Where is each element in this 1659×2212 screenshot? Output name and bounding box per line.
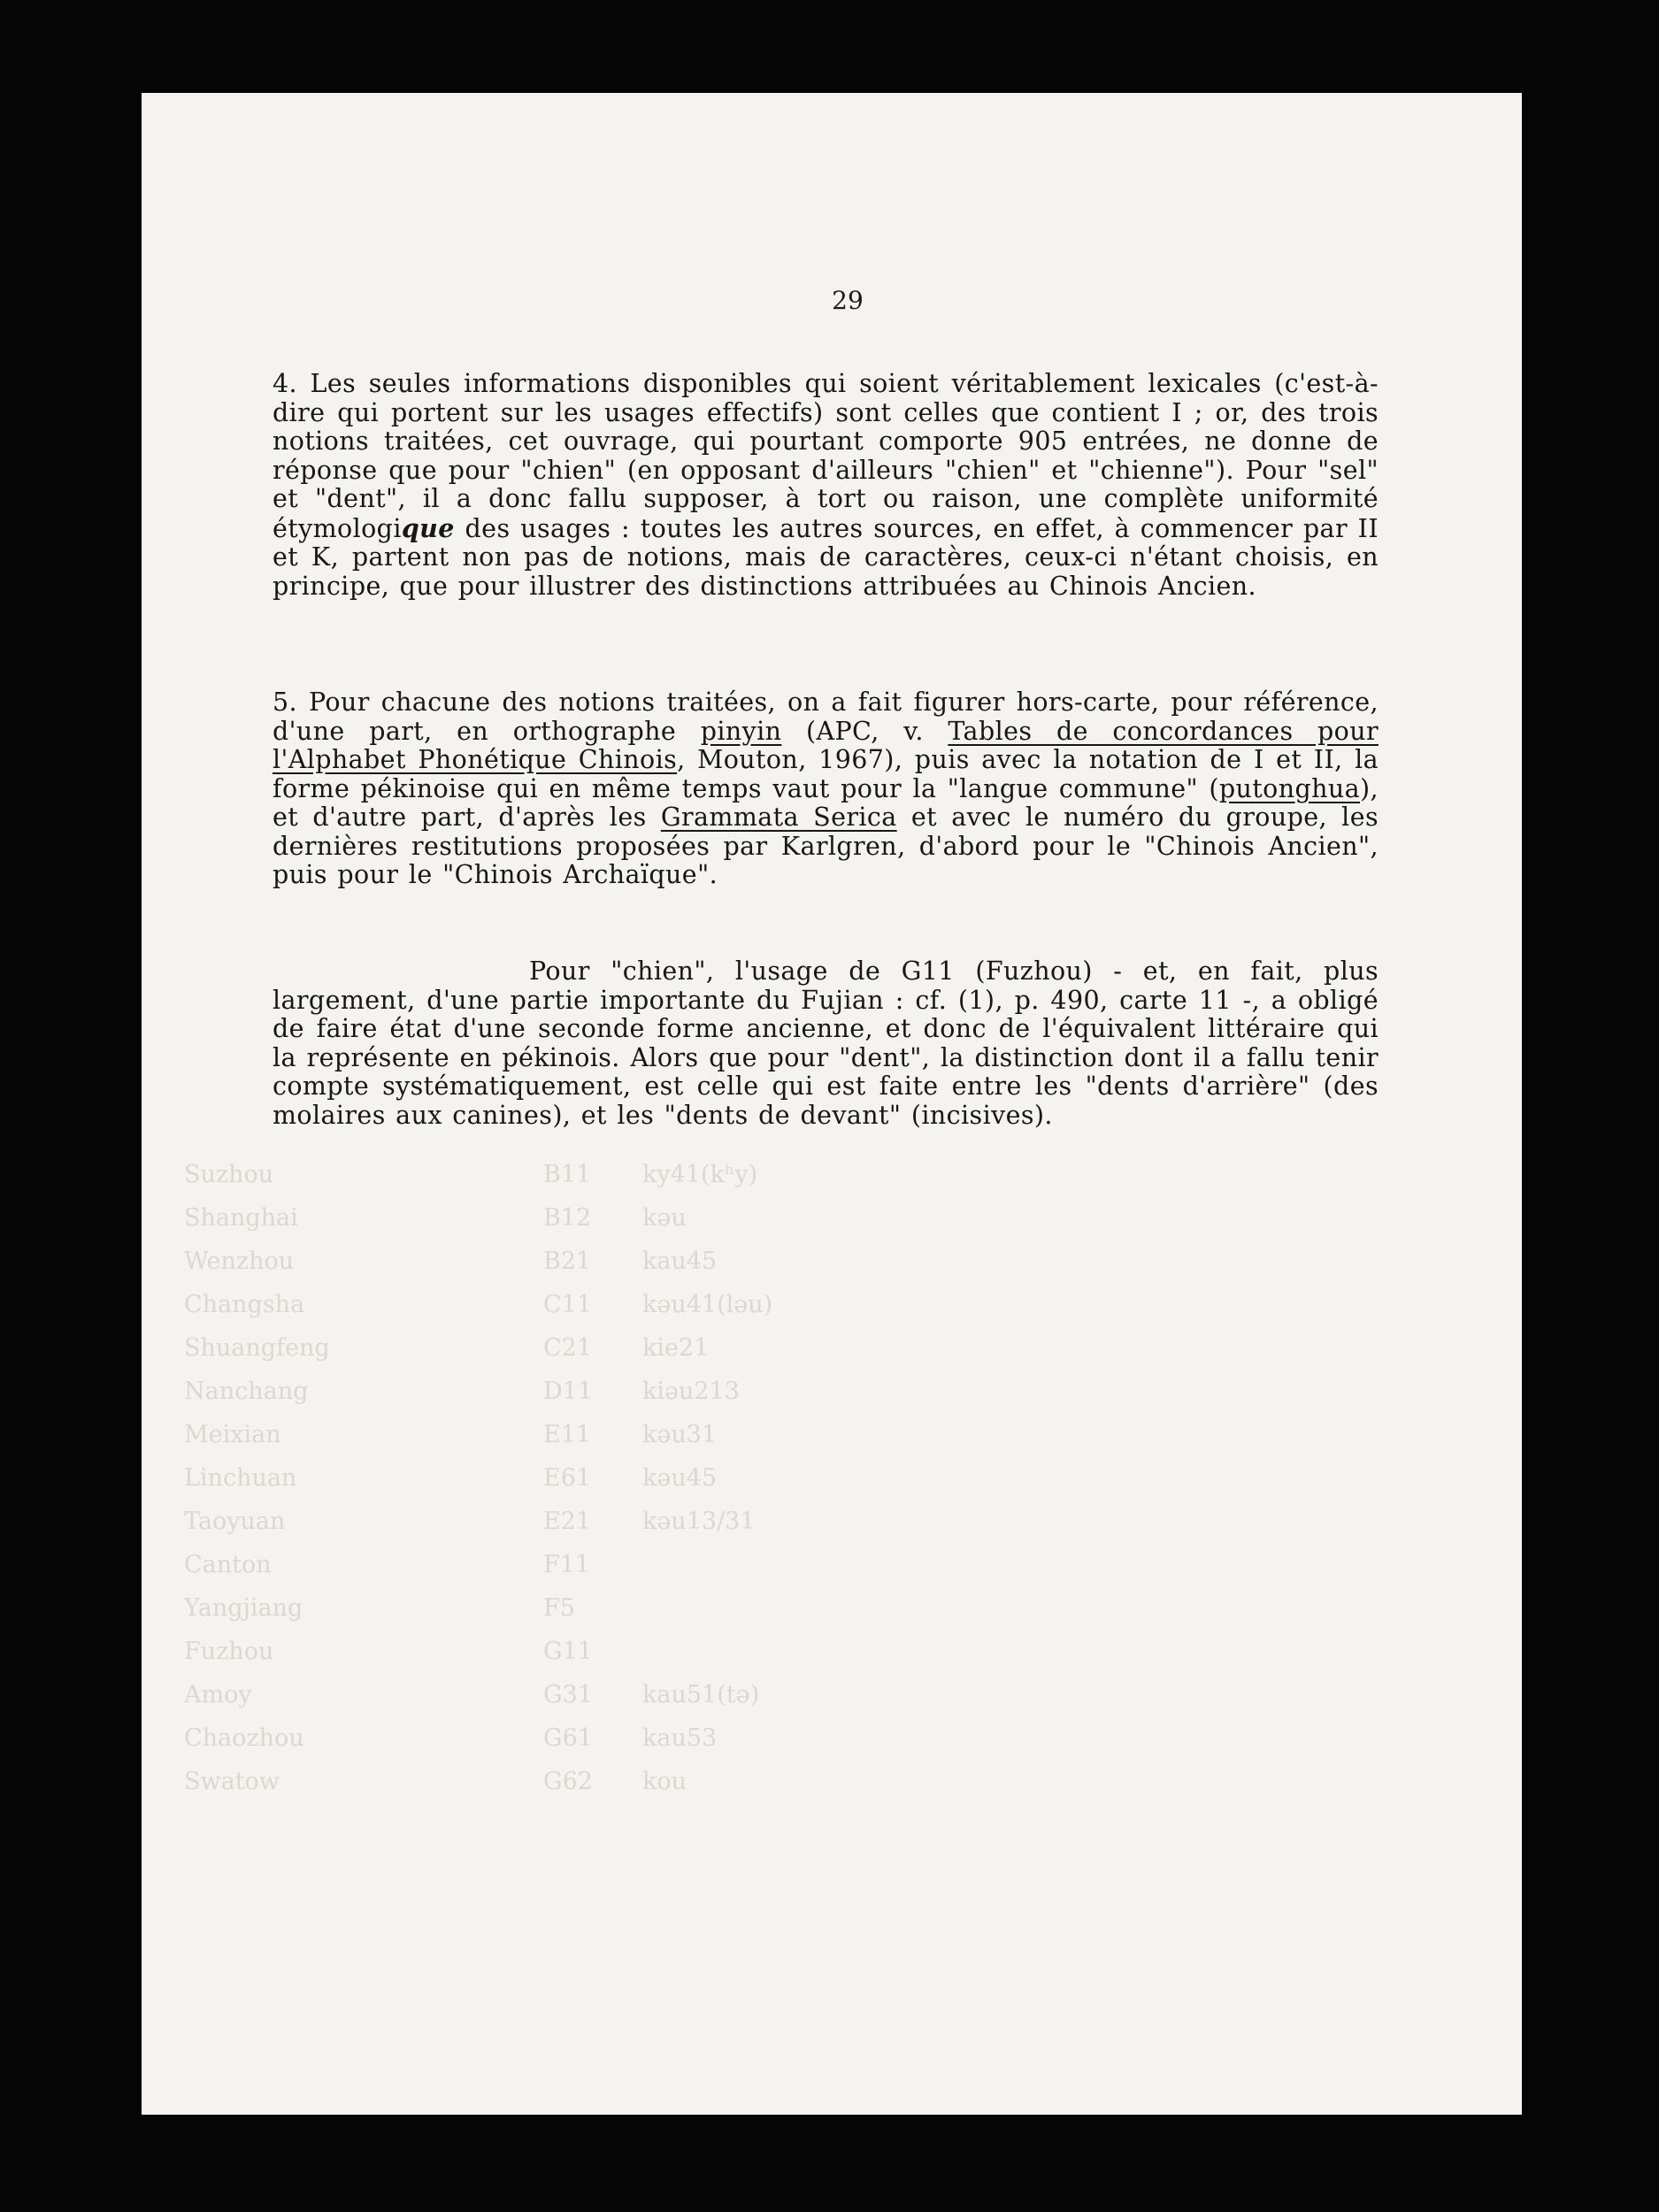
paragraph-4-text-a: 4. Les seules informations disponibles qui soient véritablement lexicales (c'est-à-dire qui portent sur les usages effectifs) sont celles que contient I ; or, des trois notions traitées, cet ouvrage, qui pourtant comporte 905 entrées, ne donne de réponse que pour "chien" (en opposant d'ailleurs "chien" et "chienne"). Pour "sel" et "dent", il a donc fallu supposer, à tort ou raison, une complète uniformité étymologi <box>273 369 1379 543</box>
bleed-through-places: Suzhou Shanghai Wenzhou Changsha Shuangfeng Nanchang Meixian Linchuan Taoyuan Canton Yangjiang Fuzhou Amoy Chaozhou Swatow <box>184 1161 330 1795</box>
underlined-grammata-serica: Grammata Serica <box>660 803 897 832</box>
paragraph-4 <box>273 370 1379 601</box>
page-number: 29 <box>832 286 864 315</box>
bleed-through-codes: B11 B12 B21 C11 C21 D11 E11 E61 E21 F11 F5 G11 G31 G61 G62 <box>543 1161 594 1795</box>
underlined-book-title: Tables de concordances pour l'Alphabet Phonétique Chinois <box>273 716 1379 774</box>
paragraph-4-text-b: des usages : toutes les autres sources, en effet, à commencer par II et K, partent non pas de notions, mais de caractères, ceux-ci n'étant choisis, en principe, que pour illustrer des distinctions attribuées au Chinois Ancien. <box>273 513 1379 601</box>
paragraph-5-text-b: (APC, v. <box>781 716 949 746</box>
paragraph-6: Pour "chien", l'usage de G11 (Fuzhou) - et, en fait, plus largement, d'une partie importante du Fujian : cf. (1), p. 490, carte 11 -, a obligé de faire état d'une seconde forme ancienne, et donc de l'équivalent littéraire qui la représente en pékinois. Alors que pour "dent", la distinction dont il a fallu tenir compte systématiquement, est celle qui est faite entre les "dents d'arrière" (des molaires aux canines), et les "dents de devant" (incisives). <box>273 956 1379 1130</box>
bleed-through-forms: ky41(kʰy) kəu kau45 kəu41(ləu) kie21 kiəu213 kəu31 kəu45 kəu13/31 kau51(tə) kau53 kou <box>642 1161 773 1795</box>
paragraph-5 <box>273 688 1379 890</box>
paragraph-5-text-c: , Mouton, 1967), puis avec la notation de I et II, la forme pékinoise qui en même temps vaut pour la "langue commune" ( <box>273 745 1379 803</box>
underlined-putonghua: putonghua <box>1218 773 1361 803</box>
underlined-pinyin: pinyin <box>700 716 782 746</box>
paragraph-5-text-e: et avec le numéro du groupe, les dernières restitutions proposées par Karlgren, d'abord pour le "Chinois Ancien", puis pour le "Chinois Archaïque". <box>273 803 1379 889</box>
paragraph-5-text-d: ), et d'autre part, d'après les <box>273 773 1379 832</box>
paragraph-5-text-a: 5. Pour chacune des notions traitées, on a fait figurer hors-carte, pour référence, d'une part, en orthographe <box>273 687 1379 746</box>
document-page <box>142 93 1522 2115</box>
handwritten-correction: que <box>401 512 455 543</box>
